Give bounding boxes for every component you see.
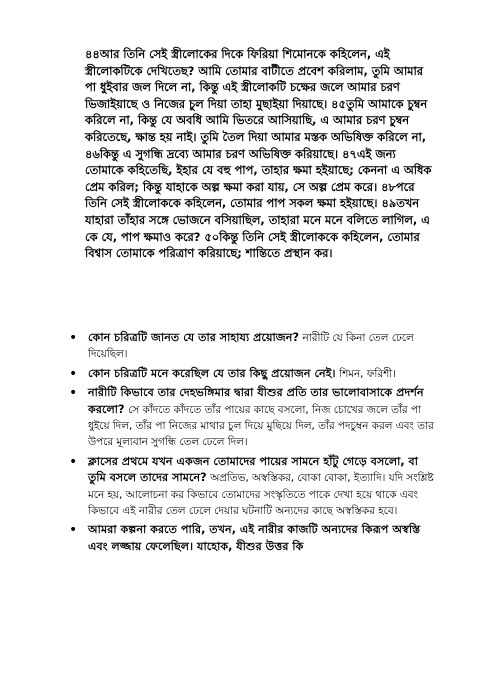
question-item (66, 366, 438, 382)
bullet-icon: • (69, 330, 78, 346)
bullet-icon: • (69, 385, 78, 402)
answer-text: শিমন, ফরিশী। (339, 367, 396, 380)
scripture-passage: ৪৪আর তিনি সেই স্ত্রীলোকের দিকে ফিরিয়া শিমোনকে কহিলেন, এই স্ত্রীলোকটিকে দেখিতেছ? আমি তোমার বাটীতে প্রবেশ করিলাম, তুমি আমার পা ধুইবার জল দিলে না, কিন্তু এই স্ত্রীলোকটি চক্ষের জলে আমার চরণ ভিজাইয়াছে ও নিজের চুল দিয়া তাহা মুছাইয়া দিয়াছে। ৪৫তুমি আমাকে চুম্বন করিলে না, কিন্তু যে অবধি আমি ভিতরে আসিয়াছি, এ আমার চরণ চুম্বন করিতেছে, ক্ষান্ত হয় নাই। তুমি তৈল দিয়া আমার মস্তক অভিষিক্ত করিলে না, ৪৬কিন্তু এ সুগন্ধি দ্রব্যে আমার চরণ অভিষিক্ত করিয়াছে। ৪৭এই জন্য তোমাকে কহিতেছি, ইহার যে বহু পাপ, তাহার ক্ষমা হইয়াছে; কেননা এ অধিক প্রেম করিল; কিন্তু যাহাকে অল্প ক্ষমা করা যায়, সে অল্প প্রেম করে। ৪৮পরে তিনি সেই স্ত্রীলোককে কহিলেন, তোমার পাপ সকল ক্ষমা হইয়াছে। ৪৯তখন যাহারা তাঁহার সঙ্গে ভোজনে বসিয়াছিল, তাহারা মনে মনে বলিতে লাগিল, এ কে যে, পাপ ক্ষমাও করে? ৫০কিন্তু তিনি সেই স্ত্রীলোককে কহিলেন, তোমার বিশ্বাস তোমাকে পরিত্রাণ করিয়াছে; শান্তিতে প্রস্থান কর। (85, 47, 432, 261)
answer-text: সে কাঁদতে কাঁদতে তাঁর পায়ের কাছে বসলো, নিজ চোখের জলে তাঁর পা ধুইয়ে দিল, তাঁর পা নিজের মাথার চুল দিয়ে মুছিয়ে দিল, তাঁর পদচুম্বন করল এবং তার উপরে মূল্যবান সুগন্ধি তেল ঢেলে দিল। (88, 403, 434, 449)
bullet-icon: • (69, 453, 78, 470)
question-text: কোন চরিত্রটি মনে করেছিল যে তার কিছু প্রয়োজন নেই। (88, 366, 336, 380)
bullet-icon: • (69, 365, 78, 382)
question-item (66, 522, 438, 555)
bullet-icon: • (69, 522, 78, 539)
question-item (66, 454, 438, 520)
question-text: নারীটি কিভাবে তার দেহভঙ্গিমার দ্বারা যীশুর প্রতি তার ভালোবাসাকে প্রদর্শন করলো? (88, 386, 424, 416)
question-item (66, 385, 438, 451)
discussion-questions-list (66, 330, 438, 558)
question-item (66, 330, 438, 363)
answer-text: অপ্রতিভ, অস্বস্তিকর, বোকা বোকা, ইত্যাদি। যদি সংশ্লিষ্ট মনে হয়, আলোচনা কর কিভাবে তোমাদের সংস্কৃতিতে পাকে দেখা হয়ে থাকে এবং কিভাবে এই নারীর তেল ঢেলে দেয়ার ঘটনাটি অন্যদের কাছে অস্বস্তিকর হবে। (88, 472, 434, 518)
question-text: কোন চরিত্রটি জানত যে তার সাহায্য প্রয়োজন? (88, 331, 299, 344)
answer-text: নারীটি যে কিনা তেল ঢেলে দিয়েছিল। (88, 332, 414, 361)
question-text: আমরা কল্পনা করতে পারি, তখন, এই নারীর কাজটি অন্যদের কিরূপ অস্বস্তি এবং লজ্জায় ফেলেছিল। যাহোক, যীশুর উত্তর কি (88, 523, 421, 553)
question-text: ক্লাসের প্রথমে যখন একজন তোমাদের পায়ের সামনে হাঁটু গেড়ে বসলো, বা তুমি বসলে তাদের সামনে? (88, 454, 419, 485)
